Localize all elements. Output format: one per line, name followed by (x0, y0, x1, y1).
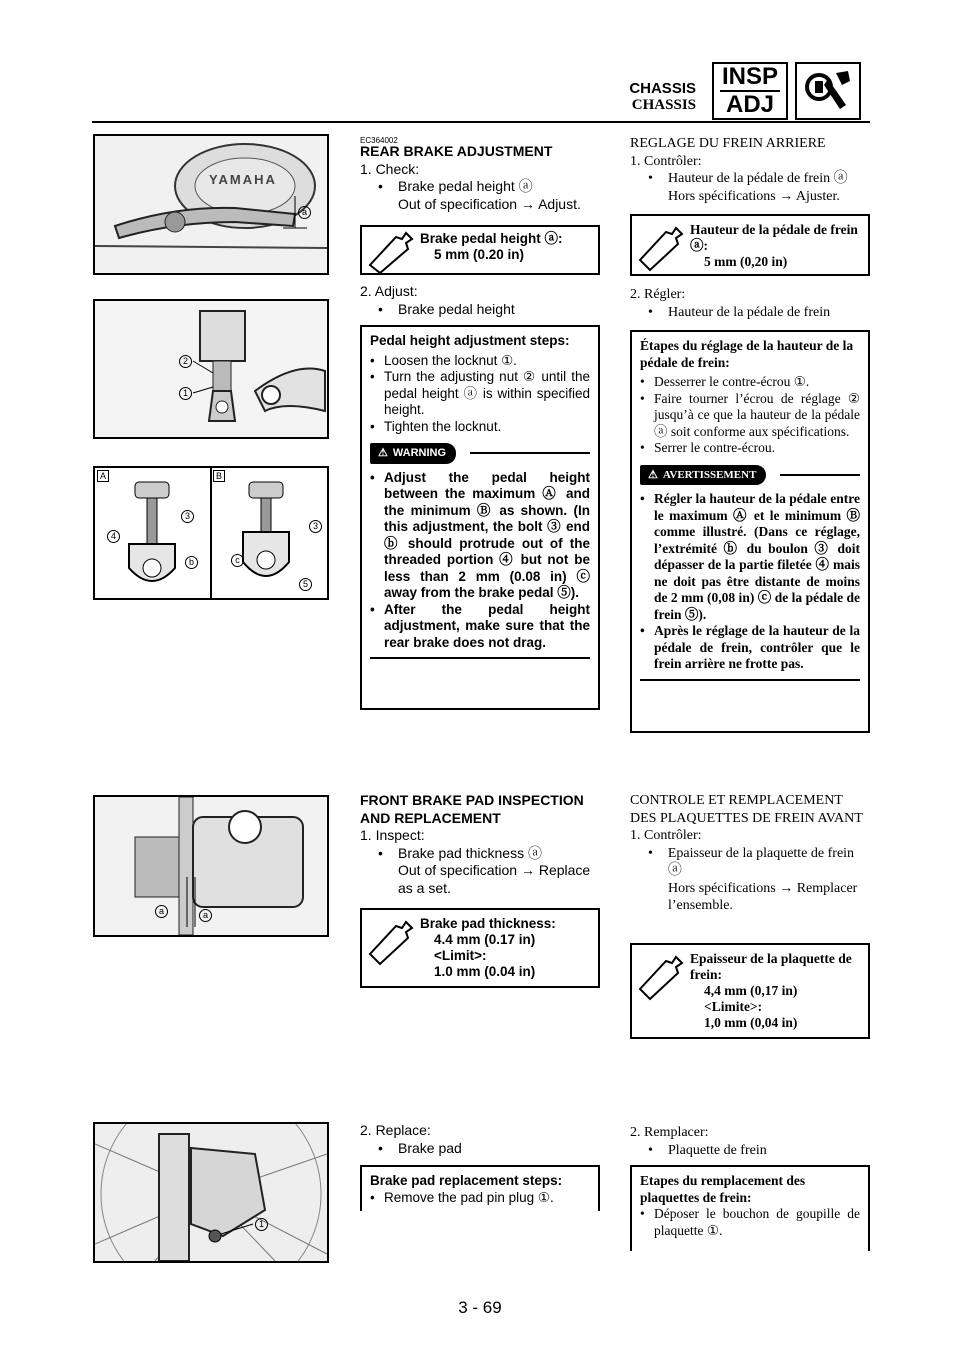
warning-header (370, 443, 590, 464)
rear-brake-step1: 1. Check: (360, 160, 420, 177)
rear-brake-step2: 2. Adjust: (360, 283, 418, 299)
step-item: • Loosen the locknut ①. (370, 353, 590, 370)
callout-5: 5 (299, 578, 312, 591)
rear-brake-fr-title: REGLAGE DU FREIN ARRIERE (630, 136, 826, 151)
pad-spec-limit: <Limit>: (434, 948, 487, 963)
rear-brake-title: REAR BRAKE ADJUSTMENT (360, 143, 553, 159)
front-pad-fr-step1-item-text: Epaisseur de la plaquette de frein ⓐ (667, 845, 855, 878)
warning-text: Après le réglage de la hauteur de la pédale de frein, contrôler que le frein arrière ne frotte pas. (654, 623, 860, 671)
rear-brake-fr-step2-item-text: Hauteur de la pédale de frein (668, 304, 831, 320)
pad-spec-value-fr: 4,4 mm (0,17 in) (704, 983, 798, 998)
warning-item: • After the pedal height adjustment, make sure that the rear brake does not drag. (370, 601, 590, 650)
rear-brake-step1-item: • Brake pedal height ⓐ (378, 178, 533, 194)
callout-a-right: a (199, 909, 212, 922)
front-pad-fr-step1: 1. Contrôler: (630, 828, 702, 843)
spec-box-fr-pad-thickness (630, 943, 870, 1039)
warning-text: Adjust the pedal height between the maximum Ⓐ and the minimum Ⓑ as shown. (In this adjustment, the bolt ③ end ⓑ should protrude out of the threaded portion ④ but not be less than 2 mm (0.08 in) ⓒ away from the brake pedal ⑤). (384, 469, 590, 600)
front-pad-fr-step2-item: • Plaquette de frein (648, 1142, 767, 1158)
wrench-spec-icon (632, 216, 690, 274)
spec-box-pedal-height (360, 225, 600, 275)
warning-badge (370, 443, 456, 464)
rear-brake-step1-note: Out of specification → Adjust. (398, 195, 581, 212)
panel-label-a: A (97, 470, 109, 482)
callout-2: 2 (179, 355, 192, 368)
front-pad-step2-item-text: Brake pad (398, 1139, 462, 1156)
warning-text: Régler la hauteur de la pédale entre le maximum Ⓐ et le minimum Ⓑ comme illustré. (Dans ce réglage, l’extrémité ⓑ du boulon ③ doit dépasser de la partie filetée ④ mais ne doit pas être distante de moins de 2 mm (0,08 in) ⓒ de la pédale de frein ⑤). (654, 491, 860, 622)
rear-brake-fr-text (630, 135, 870, 205)
spec-label: Brake pedal height ⓐ: (420, 231, 563, 246)
step-text: Tighten the locknut. (384, 418, 502, 434)
front-pad-step2: 2. Replace: (360, 1122, 431, 1138)
warning-badge-fr (640, 465, 766, 486)
rear-brake-fr-step2: 2. Régler: (630, 287, 686, 302)
steps-title: Pedal height adjustment steps: (370, 333, 570, 348)
wrench-spec-icon (362, 910, 420, 986)
rear-brake-fr-step2-block (630, 286, 870, 321)
badge-adj: ADJ (725, 91, 774, 118)
pad-spec-label: Brake pad thickness: (420, 916, 556, 931)
front-pad-fr-step1-item: • Epaisseur de la plaquette de frein ⓐ (630, 845, 870, 880)
front-pad-fr-step2-block (630, 1124, 870, 1159)
steps-box-pad-replacement (360, 1165, 600, 1211)
rear-brake-fr-step1-item-text: Hauteur de la pédale de frein ⓐ (668, 171, 848, 186)
header-rule (92, 121, 870, 123)
step-text: Turn the adjusting nut ② until the pedal height ⓐ is within specified height. (384, 369, 590, 417)
pad-steps-title-fr: Etapes du remplacement des plaquettes de frein: (640, 1173, 806, 1205)
front-pad-step2-block (360, 1122, 600, 1157)
spec-box-pad-thickness (360, 908, 600, 988)
rear-brake-step2-block (360, 283, 600, 318)
rear-brake-fr-step1-note: Hors spécifications → Ajuster. (668, 188, 840, 204)
warning-item: • Régler la hauteur de la pédale entre le maximum Ⓐ et le minimum Ⓑ comme illustré. (Dans ce réglage, l’extrémité ⓑ du boulon ③ doit dépasser de la partie filetée ④ mais ne doit pas être distante de moins de 2 mm (0,08 in) ⓒ de la pédale de frein ⑤). (640, 491, 860, 622)
warning-text: After the pedal height adjustment, make sure that the rear brake does not drag. (384, 601, 590, 650)
callout-1: 1 (179, 387, 192, 400)
warning-label-fr: AVERTISSEMENT (662, 468, 757, 481)
pad-spec-label-fr: Epaisseur de la plaquette de frein: (690, 951, 852, 982)
step-text: Serrer le contre-écrou. (654, 440, 776, 455)
callout-c: c (231, 554, 244, 567)
figure-adjusting-nut (93, 299, 329, 439)
step-item: • Déposer le bouchon de goupille de plaquette ①. (640, 1206, 860, 1238)
figure-brake-pedal (93, 134, 329, 275)
section-code: EC364002 (360, 136, 398, 145)
wrench-spec-icon (362, 227, 420, 273)
front-pad-step1-note: Out of specification → Replace as a set. (398, 862, 591, 896)
front-pad-title: FRONT BRAKE PAD INSPECTION AND REPLACEMENT (360, 792, 584, 826)
rear-brake-fr-step1-item: • Hauteur de la pédale de frein ⓐ (648, 171, 848, 186)
pad-spec-limit-value: 1.0 mm (0.04 in) (434, 964, 536, 979)
figure-pedal-min-max (93, 466, 329, 600)
step-item: • Tighten the locknut. (370, 419, 590, 436)
page-number: 3 - 69 (458, 1298, 502, 1317)
step-item: • Remove the pad pin plug ①. (370, 1190, 590, 1207)
warning-icon: ⚠ (648, 468, 658, 481)
warning-label: WARNING (392, 447, 447, 459)
front-pad-fr-step1-note: Hors spécifications → Remplacer l’ensemble. (668, 880, 858, 913)
front-pad-step2-item: • Brake pad (378, 1139, 462, 1156)
rear-brake-step2-item-text: Brake pedal height (398, 300, 515, 317)
callout-a: a (298, 206, 311, 219)
header-chassis-en: CHASSIS (629, 80, 696, 97)
step-item: • Turn the adjusting nut ② until the pedal height ⓐ is within specified height. (370, 369, 590, 417)
front-pad-fr-text (630, 792, 870, 915)
header-chassis-fr: CHASSIS (631, 97, 696, 113)
step-item: • Desserrer le contre-écrou ①. (640, 374, 860, 391)
front-pad-en-text (360, 792, 600, 897)
rear-brake-en-text (360, 143, 600, 213)
rear-brake-fr-step1: 1. Contrôler: (630, 153, 702, 169)
callout-4: 4 (107, 530, 120, 543)
callout-3: 3 (181, 510, 194, 523)
steps-box-pedal-height (360, 325, 600, 710)
pad-spec-limit-value-fr: 1,0 mm (0,04 in) (704, 1015, 798, 1030)
step-text: Loosen the locknut ①. (384, 352, 517, 368)
figure-brake-pad-thickness (93, 795, 329, 937)
front-pad-step1-item-text: Brake pad thickness ⓐ (398, 844, 542, 861)
steps-box-fr-pad-replacement (630, 1165, 870, 1251)
warning-item: • Après le réglage de la hauteur de la pédale de frein, contrôler que le frein arrière ne frotte pas. (640, 623, 860, 671)
front-pad-step1-item: • Brake pad thickness ⓐ (378, 844, 542, 861)
insp-adj-badge (712, 62, 788, 120)
panel-label-b: B (213, 470, 225, 482)
step-item: • Serrer le contre-écrou. (640, 440, 860, 457)
rear-brake-step1-item-text: Brake pedal height ⓐ (398, 178, 533, 194)
step-text: Desserrer le contre-écrou ①. (654, 374, 810, 389)
steps-box-fr-pedal-height (630, 330, 870, 733)
step-item: • Faire tourner l’écrou de réglage ② jusqu’à ce que la hauteur de la pédale ⓐ soit conforme aux spécifications. (640, 390, 860, 439)
rear-brake-fr-step2-item: • Hauteur de la pédale de frein (648, 304, 831, 320)
pad-spec-value: 4.4 mm (0.17 in) (434, 932, 536, 947)
front-pad-fr-step2-item-text: Plaquette de frein (668, 1142, 767, 1158)
step-text: Remove the pad pin plug ①. (384, 1189, 554, 1205)
pad-spec-limit-fr: <Limite>: (704, 999, 763, 1014)
spec-value-fr: 5 mm (0,20 in) (704, 254, 788, 269)
front-pad-fr-title: CONTROLE ET REMPLACEMENT DES PLAQUETTES DE FREIN AVANT (630, 793, 863, 826)
callout-1-plug: 1 (255, 1218, 268, 1231)
warning-item: • Adjust the pedal height between the maximum Ⓐ and the minimum Ⓑ as shown. (In this adjustment, the bolt ③ end ⓑ should protrude out of the threaded portion ④ but not be less than 2 mm (0.08 in) ⓒ away from the brake pedal ⑤). (370, 469, 590, 600)
warning-icon: ⚠ (378, 447, 388, 459)
steps-title-fr: Étapes du réglage de la hauteur de la pédale de frein: (640, 338, 854, 370)
front-pad-step1: 1. Inspect: (360, 827, 425, 843)
warning-header-fr (640, 465, 860, 486)
figure-pad-pin-plug (93, 1122, 329, 1263)
step-text: Faire tourner l’écrou de réglage ② jusqu’à ce que la hauteur de la pédale ⓐ soit conforme aux spécifications. (654, 390, 860, 439)
callout-a-left: a (155, 905, 168, 918)
callout-3b: 3 (309, 520, 322, 533)
rear-brake-step2-item: • Brake pedal height (378, 300, 515, 317)
pad-steps-title: Brake pad replacement steps: (370, 1173, 563, 1188)
spec-box-fr-pedal-height (630, 214, 870, 276)
spec-value: 5 mm (0.20 in) (434, 247, 525, 262)
wrench-icon (795, 62, 861, 120)
spec-label-fr: Hauteur de la pédale de frein ⓐ: (690, 222, 858, 253)
yamaha-logo-text: YAMAHA (209, 172, 277, 187)
front-pad-fr-step2: 2. Remplacer: (630, 1125, 709, 1140)
step-text: Déposer le bouchon de goupille de plaquette ①. (654, 1206, 860, 1238)
badge-insp: INSP (721, 63, 778, 90)
wrench-spec-icon (632, 945, 690, 1037)
callout-b: b (185, 556, 198, 569)
